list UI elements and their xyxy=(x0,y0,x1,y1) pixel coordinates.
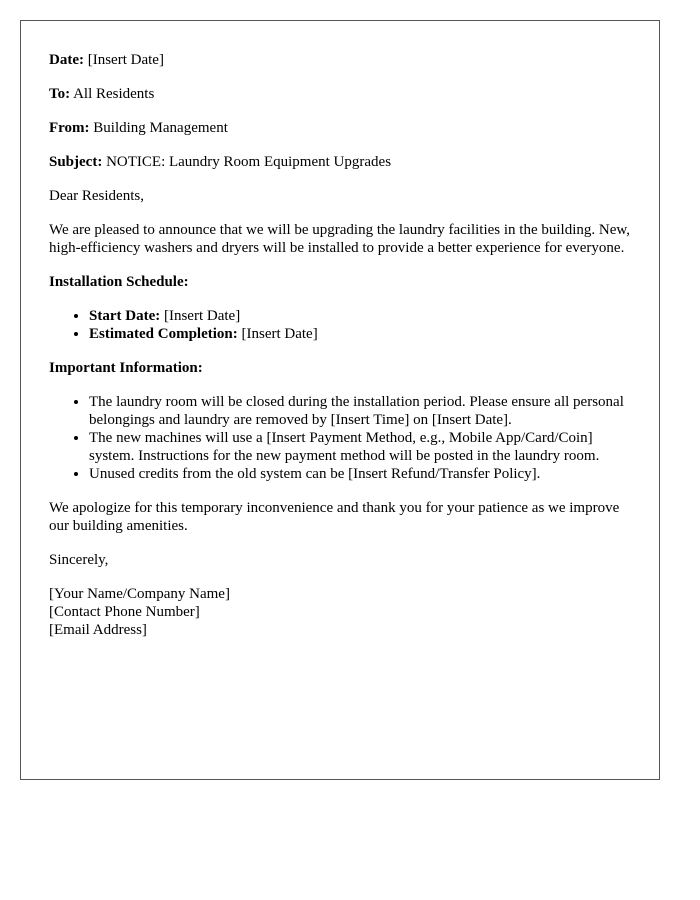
signature-phone: [Contact Phone Number] xyxy=(49,604,200,620)
to-label: To: xyxy=(49,86,71,102)
schedule-completion-label: Estimated Completion: xyxy=(89,326,238,342)
list-item xyxy=(89,307,631,325)
list-item: • The laundry room will be closed during the installation period. Please ensure all personal belongings and laundry are removed by [Insert Time] on [Insert Date]. xyxy=(89,393,631,429)
schedule-completion-value: [Insert Date] xyxy=(241,326,318,342)
salutation: Dear Residents, xyxy=(49,188,144,204)
schedule-start-label: Start Date: xyxy=(89,308,161,324)
date-label: Date: xyxy=(49,52,84,68)
list-item xyxy=(89,325,631,343)
closing: Sincerely, xyxy=(49,552,109,568)
signature-block xyxy=(49,585,631,639)
schedule-list xyxy=(49,307,631,343)
subject-value: NOTICE: Laundry Room Equipment Upgrades xyxy=(106,154,392,170)
from-value: Building Management xyxy=(93,120,228,136)
list-item: • Unused credits from the old system can be [Insert Refund/Transfer Policy]. xyxy=(89,465,631,483)
info-heading: Important Information: xyxy=(49,360,203,376)
date-line xyxy=(49,51,631,69)
schedule-heading: Installation Schedule: xyxy=(49,274,189,290)
signature-name: [Your Name/Company Name] xyxy=(49,586,230,602)
letter-document xyxy=(20,20,660,780)
to-value: All Residents xyxy=(73,86,155,102)
list-item: • The new machines will use a [Insert Payment Method, e.g., Mobile App/Card/Coin] system. Instructions for the new payment method will be posted in the laundry room. xyxy=(89,429,631,465)
from-label: From: xyxy=(49,120,90,136)
info-list xyxy=(49,393,631,483)
subject-label: Subject: xyxy=(49,154,103,170)
closing-paragraph: We apologize for this temporary inconvenience and thank you for your patience as we improve our building amenities. xyxy=(49,500,620,534)
to-line xyxy=(49,85,631,103)
date-value: [Insert Date] xyxy=(87,52,164,68)
subject-line xyxy=(49,153,631,171)
signature-email: [Email Address] xyxy=(49,622,147,638)
from-line xyxy=(49,119,631,137)
intro-paragraph: We are pleased to announce that we will be upgrading the laundry facilities in the building. New, high-efficiency washers and dryers will be installed to provide a better experience for everyone. xyxy=(49,222,630,256)
schedule-start-value: [Insert Date] xyxy=(163,308,241,324)
